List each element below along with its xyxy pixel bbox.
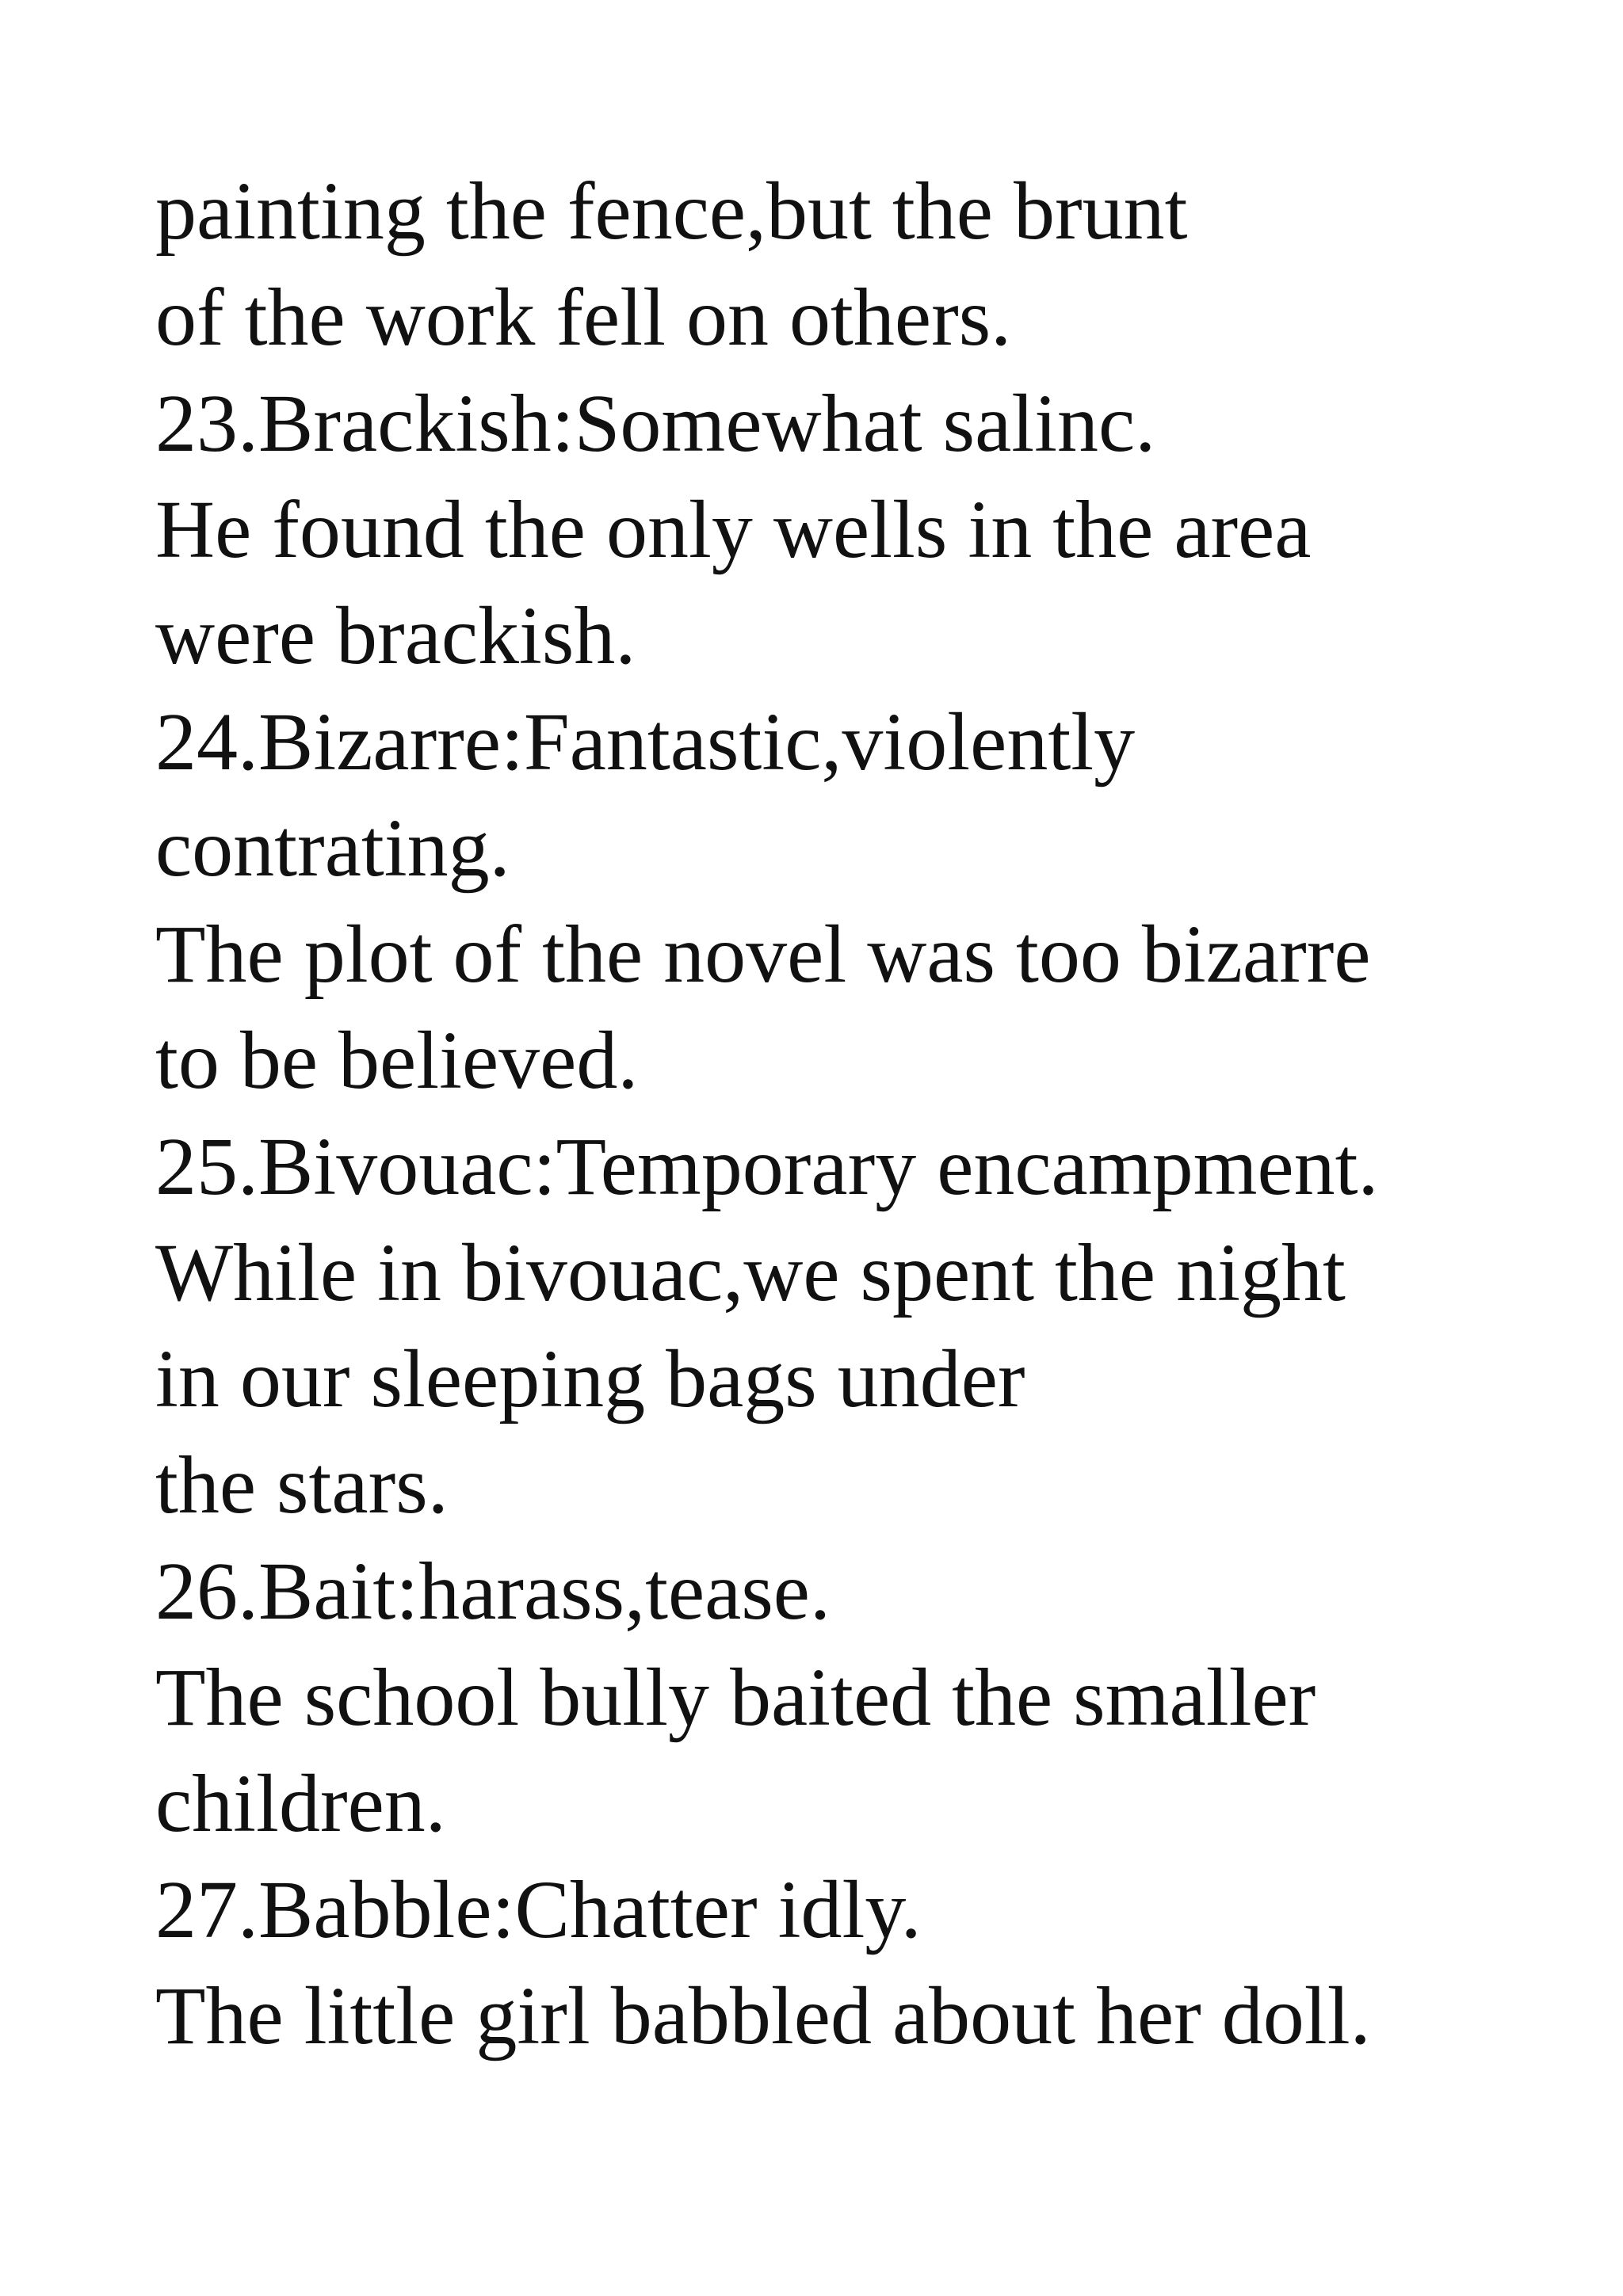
text-line: He found the only wells in the area [155,484,1312,575]
entry-heading-bizarre: 24.Bizarre:Fantastic,violently [155,696,1136,788]
entry-heading-bivouac: 25.Bivouac:Temporary encampment. [155,1121,1379,1212]
text-line: in our sleeping bags under [155,1333,1025,1425]
entry-heading-bait: 26.Bait:harass,tease. [155,1546,831,1637]
text-line: contrating. [155,803,510,894]
text-line: were brackish. [155,590,636,681]
text-line: The school bully baited the smaller [155,1652,1316,1743]
text-line: While in bivouac,we spent the night [155,1227,1346,1318]
text-line: The little girl babbled about her doll. [155,1970,1371,2061]
text-line: painting the fence,but the brunt [155,166,1188,257]
text-line: of the work fell on others. [155,272,1012,363]
text-line: to be believed. [155,1015,639,1106]
document-text [155,158,1598,2069]
text-line: The plot of the novel was too bizarre [155,909,1371,1000]
entry-heading-brackish: 23.Brackish:Somewhat salinc. [155,378,1156,469]
text-line: children. [155,1758,446,1849]
entry-heading-babble: 27.Babble:Chatter idly. [155,1864,922,1955]
text-line: the stars. [155,1440,449,1531]
